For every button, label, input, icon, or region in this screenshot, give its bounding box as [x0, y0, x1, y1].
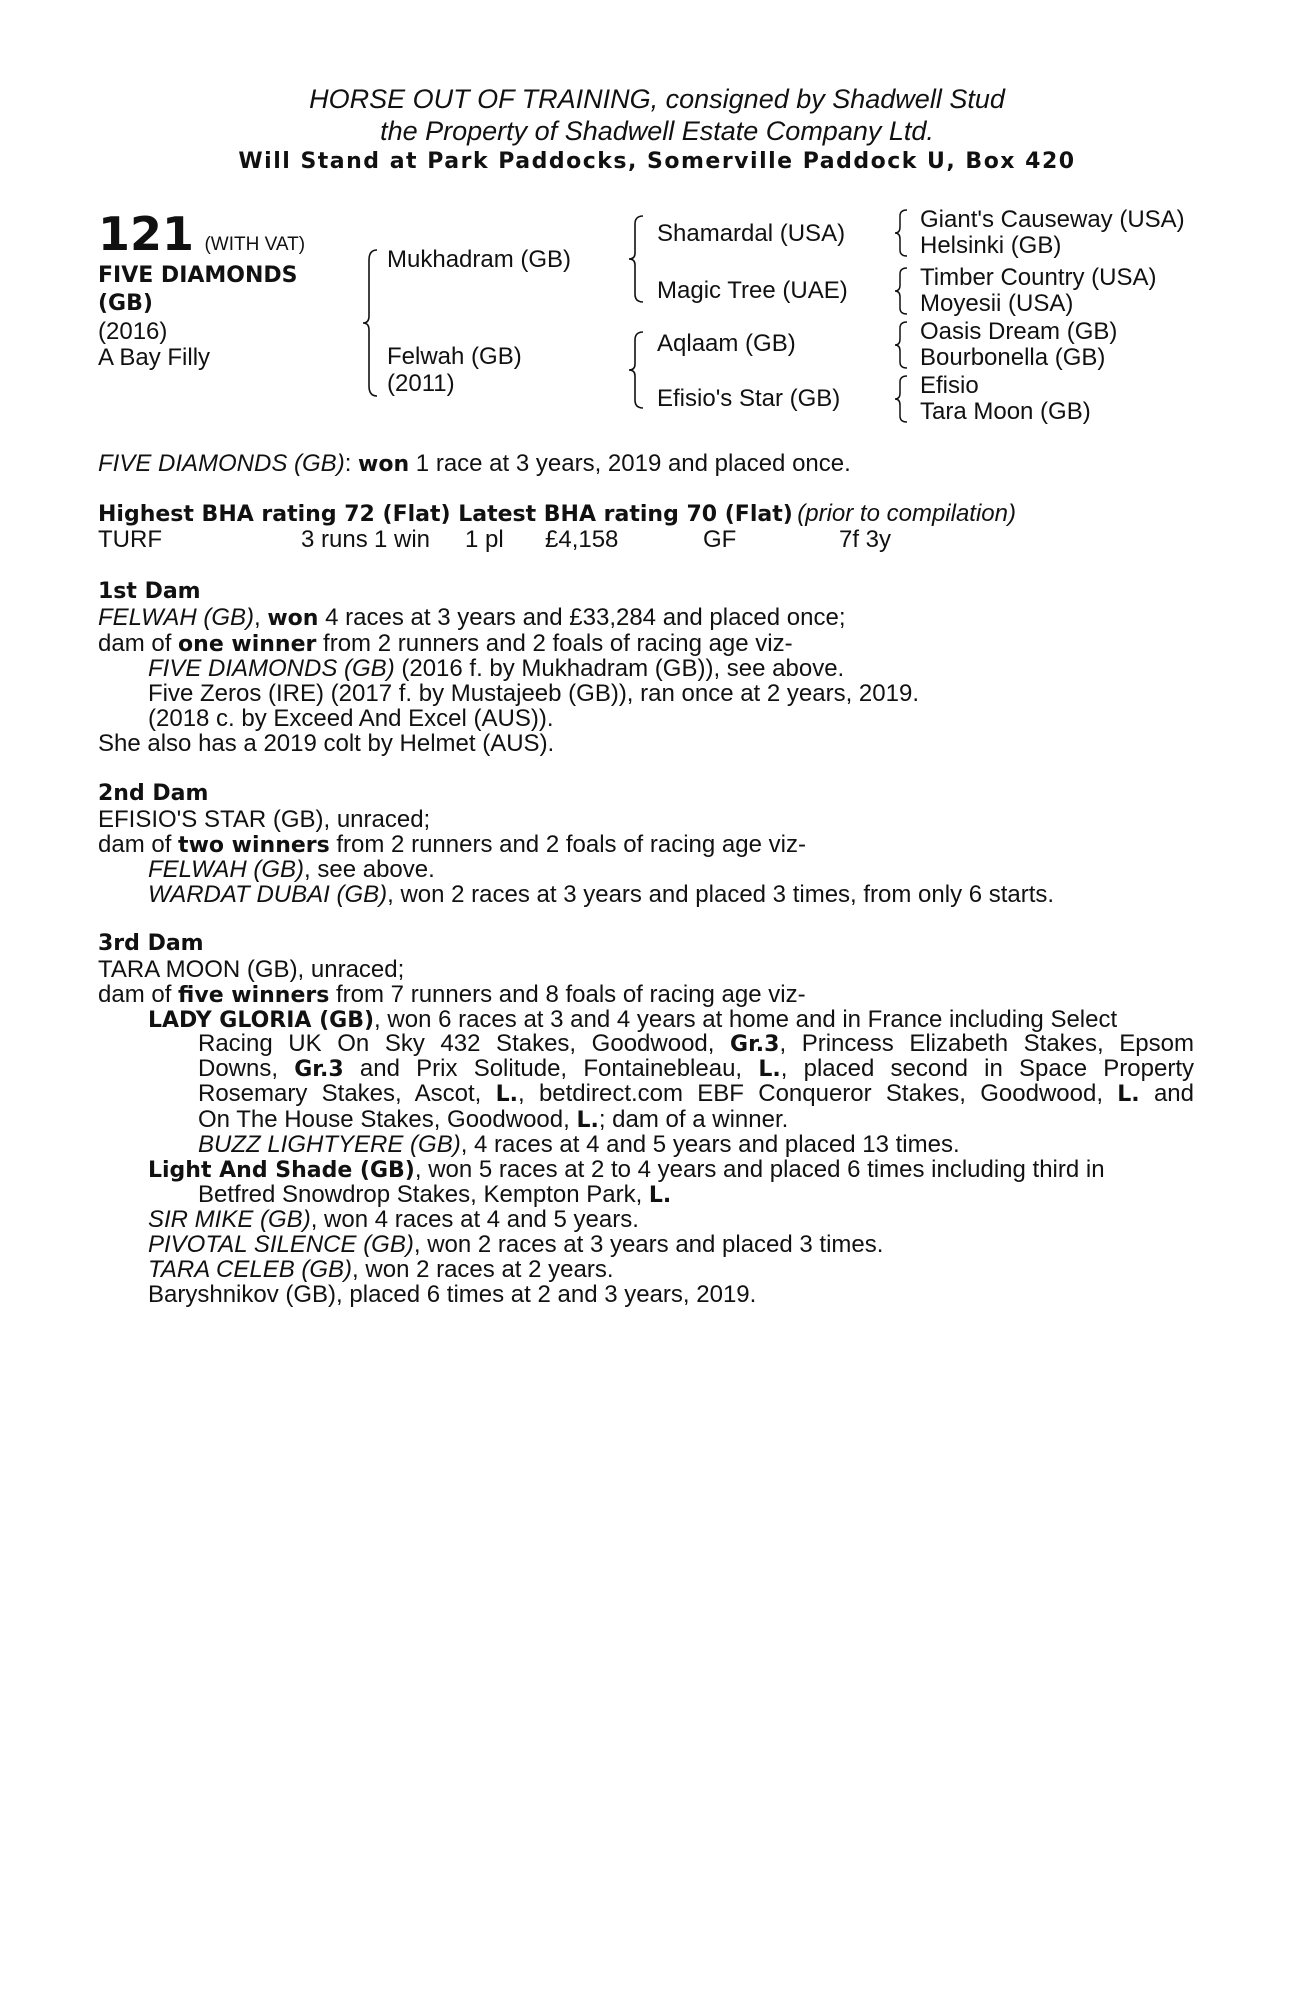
pedigree-sdd: Moyesii (USA) — [920, 290, 1074, 317]
first-dam-name: FELWAH (GB) — [98, 604, 255, 631]
vat-note: (WITH VAT) — [204, 234, 306, 255]
summary-won: won — [358, 452, 410, 477]
lady-gloria-text4a: Rosemary Stakes, Ascot, — [198, 1081, 496, 1107]
lady-gloria-line5 — [198, 1106, 788, 1134]
first-dam-heading: 1st Dam — [98, 579, 201, 604]
horse-name-line2: (GB) — [98, 291, 153, 316]
summary-rest: 1 race at 3 years, 2019 and placed once. — [409, 450, 851, 477]
light-and-shade-text2: Betfred Snowdrop Stakes, Kempton Park, — [198, 1181, 649, 1208]
buzz-lightyere-name: BUZZ LIGHTYERE (GB) — [198, 1131, 461, 1158]
first-dam-sep: , — [254, 604, 268, 631]
first-dam-damof: dam of — [98, 630, 179, 657]
grade-3-badge: Gr.3 — [730, 1032, 780, 1057]
lady-gloria-text5a: On The House Stakes, Goodwood, — [198, 1106, 577, 1133]
sire-dam-brace — [361, 248, 381, 398]
brace-dd — [893, 374, 911, 424]
dam-parents-brace — [627, 330, 647, 410]
listed-badge: L. — [1117, 1082, 1140, 1107]
lady-gloria-text4b: , betdirect.com EBF Conqueror Stakes, Goodwood, — [518, 1081, 1118, 1107]
header-property: the Property of Shadwell Estate Company Ltd. — [380, 116, 934, 146]
third-dam-line2 — [98, 981, 806, 1009]
produce-1-rest: (2016 f. by Mukhadram (GB)), see above. — [394, 655, 845, 682]
third-dam-winners: five winners — [178, 983, 330, 1008]
tara-celeb-line — [148, 1256, 614, 1284]
rating-earnings: £4,158 — [545, 526, 619, 553]
s-produce-1-rest: , see above. — [304, 856, 435, 883]
rating-wins: 1 win — [374, 526, 431, 553]
tara-celeb-name: TARA CELEB (GB) — [148, 1256, 353, 1283]
produce-1-name: FIVE DIAMONDS (GB) — [148, 655, 395, 682]
pedigree-dsd: Bourbonella (GB) — [920, 344, 1106, 371]
brace-ds — [893, 320, 911, 370]
lot-number: 121 — [98, 207, 195, 261]
lady-gloria-text3a: Downs, — [198, 1056, 295, 1082]
lady-gloria-text5b: ; dam of a winner. — [598, 1106, 789, 1133]
listed-badge: L. — [648, 1183, 672, 1208]
third-dam-damof: dam of — [98, 981, 179, 1008]
bha-rating — [98, 500, 1016, 528]
first-dam-line1 — [98, 604, 846, 632]
pedigree-dds: Efisio — [920, 372, 979, 399]
first-dam-winners: one winner — [178, 632, 317, 657]
second-dam-winners: two winners — [178, 833, 330, 858]
listed-badge: L. — [758, 1057, 781, 1082]
grade-3-badge: Gr.3 — [294, 1057, 344, 1082]
pivotal-silence-rest: , won 2 races at 3 years and placed 3 times. — [413, 1231, 884, 1258]
brace-sd — [893, 266, 911, 316]
second-dam-line2 — [98, 831, 806, 859]
pedigree-dss: Oasis Dream (GB) — [920, 318, 1118, 345]
first-dam-note: She also has a 2019 colt by Helmet (AUS). — [98, 730, 555, 757]
pedigree-sds: Timber Country (USA) — [920, 264, 1157, 291]
sir-mike-line — [148, 1206, 639, 1234]
pivotal-silence-name: PIVOTAL SILENCE (GB) — [148, 1231, 414, 1258]
first-dam-produce-2: Five Zeros (IRE) (2017 f. by Mustajeeb (GB)), ran once at 2 years, 2019. — [148, 680, 919, 707]
light-and-shade-name: Light And Shade (GB) — [148, 1158, 415, 1183]
light-and-shade-line1 — [148, 1156, 1105, 1184]
s-produce-2-name: WARDAT DUBAI (GB) — [148, 881, 388, 908]
s-produce-2-rest: , won 2 races at 3 years and placed 3 times, from only 6 starts. — [387, 881, 1055, 908]
second-dam-damof: dam of — [98, 831, 179, 858]
race-summary — [98, 450, 851, 478]
lady-gloria-line1 — [148, 1006, 1117, 1034]
lady-gloria-line3 — [198, 1056, 1194, 1082]
lady-gloria-text3c: , placed second in Space Property — [780, 1056, 1194, 1082]
pedigree-sire: Mukhadram (GB) — [387, 246, 572, 273]
first-dam-won: won — [267, 606, 319, 631]
third-dam-heading: 3rd Dam — [98, 931, 204, 956]
second-dam-runners: from 2 runners and 2 foals of racing age viz- — [329, 831, 806, 858]
lady-gloria-name: LADY GLORIA (GB) — [148, 1008, 375, 1033]
second-dam-produce-2 — [148, 881, 1054, 909]
header-consignor: HORSE OUT OF TRAINING, consigned by Shadwell Stud — [309, 84, 1005, 114]
sir-mike-name: SIR MIKE (GB) — [148, 1206, 311, 1233]
first-dam-runners: from 2 runners and 2 foals of racing age viz- — [316, 630, 793, 657]
first-dam-line2 — [98, 630, 793, 658]
pedigree-dam-sire: Aqlaam (GB) — [657, 330, 796, 357]
baryshnikov-line: Baryshnikov (GB), placed 6 times at 2 and 3 years, 2019. — [148, 1281, 757, 1308]
rating-going: GF — [703, 526, 737, 553]
rating-text: Highest BHA rating 72 (Flat) Latest BHA rating 70 (Flat) — [98, 502, 793, 527]
second-dam-heading: 2nd Dam — [98, 781, 209, 806]
sir-mike-rest: , won 4 races at 4 and 5 years. — [310, 1206, 639, 1233]
pedigree-sire-dam: Magic Tree (UAE) — [657, 277, 848, 304]
pivotal-silence-line — [148, 1231, 883, 1259]
light-and-shade-line2 — [198, 1181, 671, 1209]
first-dam-produce-3: (2018 c. by Exceed And Excel (AUS)). — [148, 705, 554, 732]
buzz-lightyere-line — [198, 1131, 960, 1159]
lady-gloria-line2 — [198, 1031, 1194, 1057]
first-dam-record: 4 races at 3 years and £33,284 and placed once; — [318, 604, 846, 631]
pedigree-dam: Felwah (GB) — [387, 343, 522, 370]
lot-heading — [98, 207, 305, 261]
lady-gloria-text1: , won 6 races at 3 and 4 years at home and in France including Select — [374, 1006, 1118, 1033]
rating-distance: 7f 3y — [839, 526, 892, 553]
second-dam-line1: EFISIO'S STAR (GB), unraced; — [98, 806, 431, 833]
pedigree-sss: Giant's Causeway (USA) — [920, 206, 1185, 233]
horse-description: A Bay Filly — [98, 344, 211, 371]
lady-gloria-text4c: and — [1139, 1081, 1194, 1107]
third-dam-line1: TARA MOON (GB), unraced; — [98, 956, 405, 983]
header-stand-location: Will Stand at Park Paddocks, Somerville Paddock U, Box 420 — [238, 149, 1076, 174]
tara-celeb-rest: , won 2 races at 2 years. — [352, 1256, 614, 1283]
horse-name-line1: FIVE DIAMONDS — [98, 263, 298, 288]
lady-gloria-text2a: Racing UK On Sky 432 Stakes, Goodwood, — [198, 1031, 731, 1057]
pedigree-ssd: Helsinki (GB) — [920, 232, 1062, 259]
buzz-lightyere-rest: , 4 races at 4 and 5 years and placed 13 times. — [460, 1131, 960, 1158]
summary-colon: : — [344, 450, 352, 477]
rating-runs: 3 runs — [301, 526, 368, 553]
rating-surface: TURF — [98, 526, 162, 553]
first-dam-produce-1 — [148, 655, 844, 683]
pedigree-dam-year: (2011) — [387, 370, 455, 397]
lady-gloria-text3b: and Prix Solitude, Fontainebleau, — [343, 1056, 759, 1082]
third-dam-runners: from 7 runners and 8 foals of racing age viz- — [329, 981, 806, 1008]
light-and-shade-text1: , won 5 races at 2 to 4 years and placed 6 times including third in — [414, 1156, 1105, 1183]
lady-gloria-line4 — [198, 1081, 1194, 1107]
pedigree-sire-sire: Shamardal (USA) — [657, 220, 846, 247]
listed-badge: L. — [576, 1108, 599, 1133]
horse-year: (2016) — [98, 318, 168, 345]
pedigree-ddd: Tara Moon (GB) — [920, 398, 1091, 425]
lady-gloria-text2b: , Princess Elizabeth Stakes, Epsom — [779, 1031, 1194, 1057]
sire-parents-brace — [627, 214, 647, 304]
rating-places: 1 pl — [465, 526, 504, 553]
rating-note: (prior to compilation) — [797, 500, 1016, 527]
second-dam-produce-1 — [148, 856, 435, 884]
listed-badge: L. — [495, 1082, 518, 1107]
brace-ss — [893, 208, 911, 258]
s-produce-1-name: FELWAH (GB) — [148, 856, 305, 883]
pedigree-dam-dam: Efisio's Star (GB) — [657, 385, 841, 412]
summary-horse-name: FIVE DIAMONDS (GB) — [98, 450, 345, 477]
